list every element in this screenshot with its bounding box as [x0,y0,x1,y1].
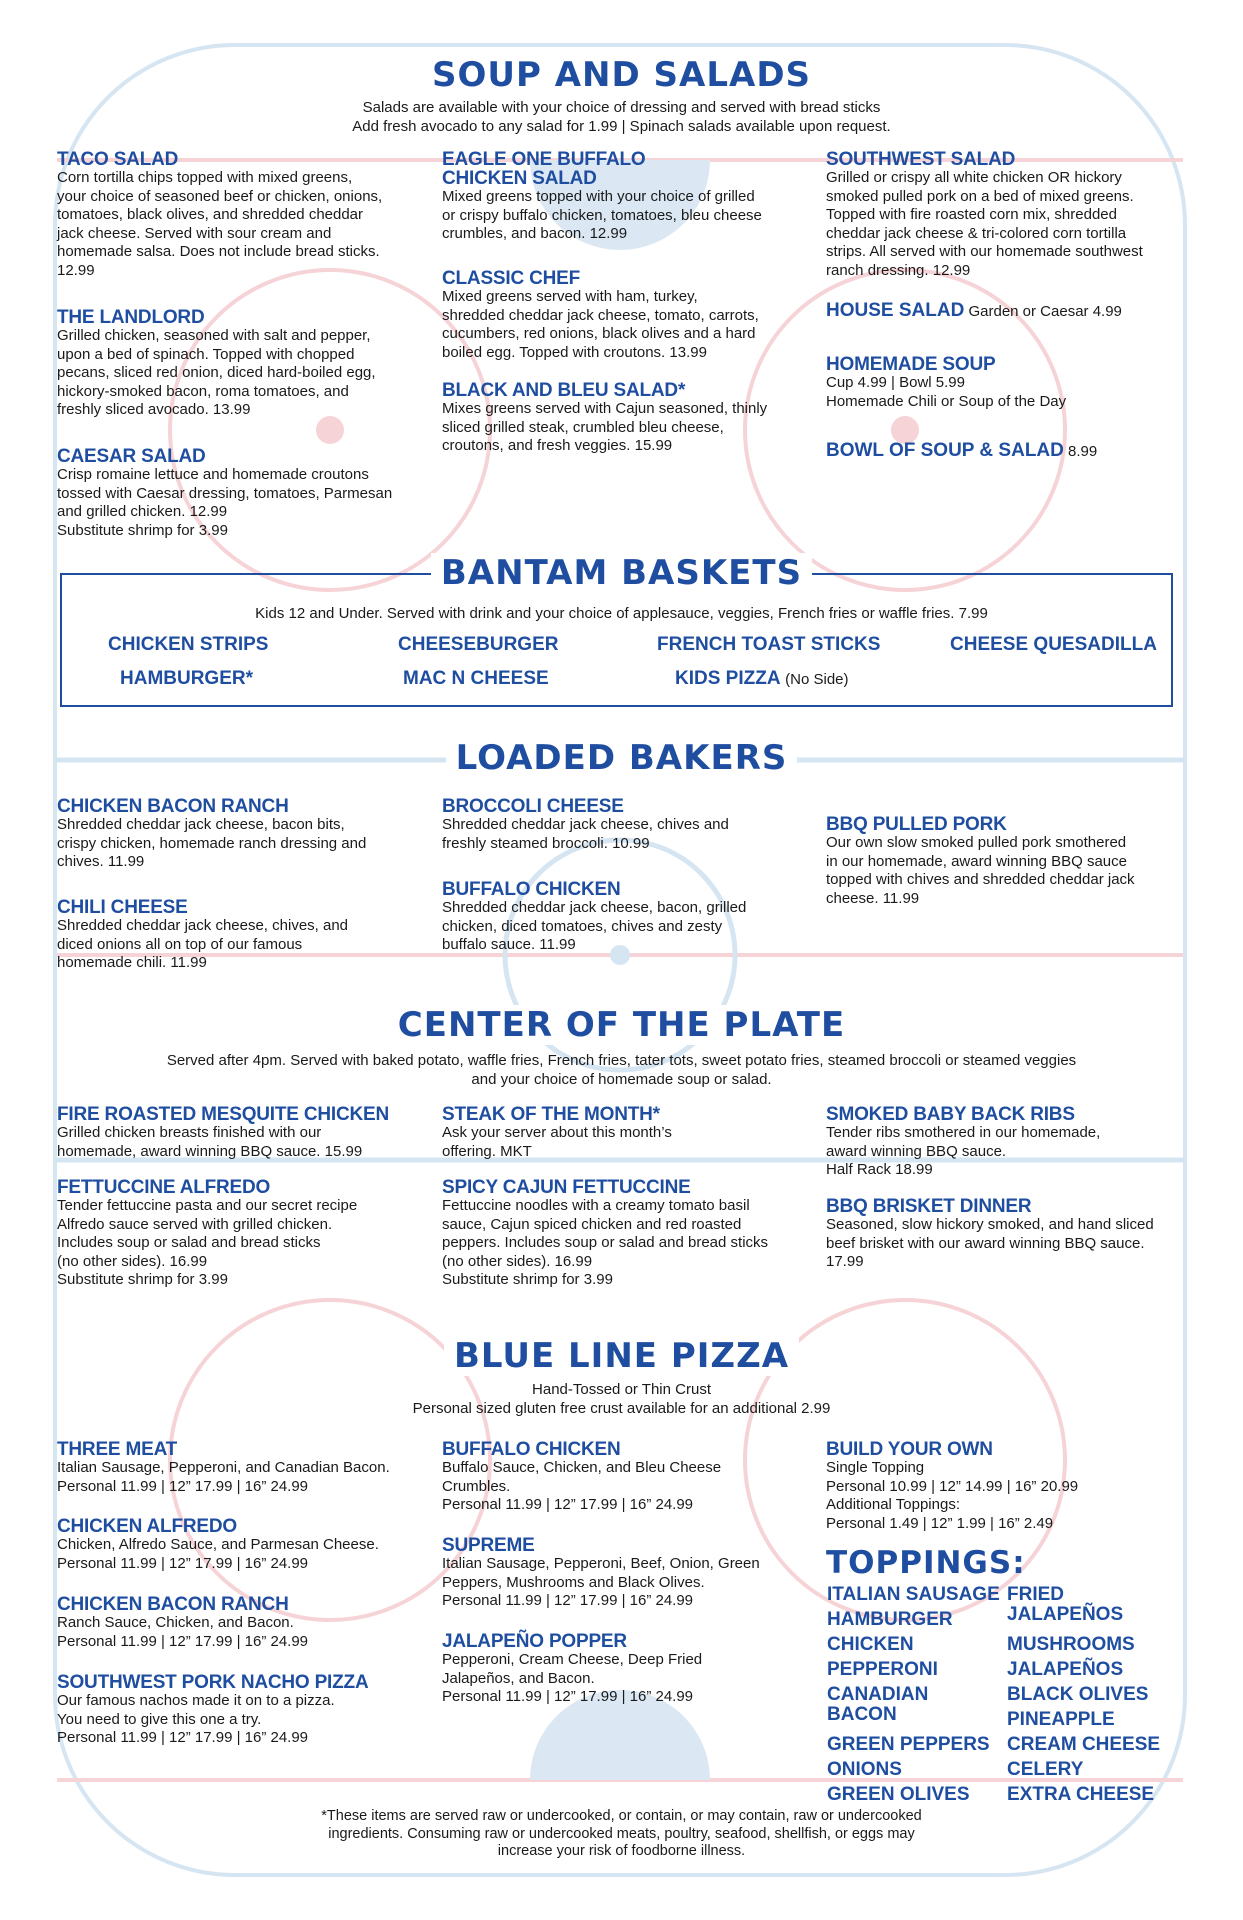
item-name: KIDS PIZZA [675,668,780,689]
item-desc: Chicken, Alfredo Sauce, and Parmesan Cheese. Personal 11.99 | 12” 17.99 | 16” 24.99 [57,1536,379,1572]
item-desc: Our own slow smoked pulled pork smothered in our homemade, award winning BBQ sauce topped with chives and shredded cheddar jack cheese. 11.99 [826,834,1135,907]
col1-topping-item: PEPPERONI [827,1659,938,1680]
item-note: (No Side) [785,671,849,688]
menu-item-broccoli-cheese-baker [442,797,802,853]
item-name: CHICKEN ALFREDO [57,1516,237,1537]
item-name: CHICKEN BACON RANCH [57,1594,289,1615]
col2-topping-item: FRIED JALAPEÑOS [1007,1584,1124,1625]
item-desc: Grilled chicken, seasoned with salt and pepper, upon a bed of spinach. Topped with chopped pecans, sliced red onion, diced hard-boiled egg, hickory-smoked bacon, roma tomatoes, and freshly sliced avocado. 13.99 [57,327,376,418]
item-name: CLASSIC CHEF [442,268,580,289]
menu-item-chicken-alfredo-pizza [57,1517,427,1573]
menu-item-jalapeno-popper-pizza [442,1632,812,1707]
menu-item-house-salad [826,302,1186,322]
item-desc: Our famous nachos made it on to a pizza. You need to give this one a try. Personal 11.99 | 12” 17.99 | 16” 24.99 [57,1692,335,1746]
item-desc: Mixed greens served with ham, turkey, shredded cheddar jack cheese, tomato, carrots, cucumbers, red onions, black olives and a hard boiled egg. Topped with croutons. 13.99 [442,288,759,361]
menu-item-supreme-pizza [442,1536,812,1611]
kids-item-french-toast-sticks: FRENCH TOAST STICKS [657,634,881,655]
item-desc: Garden or Caesar 4.99 [968,303,1122,320]
item-desc: Ask your server about this month’s offering. MKT [442,1124,672,1160]
item-desc: Pepperoni, Cream Cheese, Deep Fried Jalapeños, and Bacon. Personal 11.99 | 12” 17.99 | 16” 24.99 [442,1651,703,1705]
center-intro [0,1051,1243,1089]
col1-topping-item: HAMBURGER [827,1609,953,1630]
col1-topping-item: CANADIAN BACON [827,1684,929,1725]
kids-item-kids-pizza [675,668,849,690]
item-name: THREE MEAT [57,1439,178,1460]
soup-intro [0,98,1243,136]
col1-topping-item: GREEN PEPPERS [827,1734,990,1755]
soup-intro-line2: Add fresh avocado to any salad for 1.99 | Spinach salads available upon request. [352,118,891,135]
item-name: CHICKEN BACON RANCH [57,796,289,817]
item-name: STEAK OF THE MONTH* [442,1104,660,1125]
pizza-intro-line1: Hand-Tossed or Thin Crust [532,1381,711,1398]
kids-item-cheeseburger: CHEESEBURGER [398,634,559,655]
menu-item-classic-chef [442,269,802,362]
menu-item-southwest-pork-nacho-pizza [57,1673,427,1748]
kids-item-cheese-quesadilla: CHEESE QUESADILLA [950,634,1157,655]
item-name: SUPREME [442,1535,535,1556]
col2-topping-item: PINEAPPLE [1007,1709,1115,1730]
item-name: BROCCOLI CHEESE [442,796,624,817]
menu-item-caesar-salad [57,447,417,540]
pizza-intro [0,1380,1243,1418]
menu-item-southwest-salad [826,150,1186,280]
item-desc: Buffalo Sauce, Chicken, and Bleu Cheese Crumbles. Personal 11.99 | 12” 17.99 | 16” 24.99 [442,1459,722,1513]
menu-item-buffalo-chicken-pizza [442,1440,812,1515]
item-desc: Seasoned, slow hickory smoked, and hand sliced beef brisket with our award winning BBQ sauce. 17.99 [826,1216,1154,1270]
menu-item-steak-of-the-month [442,1105,812,1161]
item-name-line1: EAGLE ONE BUFFALO [442,149,646,170]
menu-item-spicy-cajun-fettuccine [442,1178,812,1290]
item-desc: Grilled chicken breasts finished with our homemade, award winning BBQ sauce. 15.99 [57,1124,363,1160]
menu-item-chicken-bacon-ranch-pizza [57,1595,427,1651]
section-title-bantam-baskets: BANTAM BASKETS [0,553,1243,593]
col1-topping-item: ONIONS [827,1759,902,1780]
item-desc: Shredded cheddar jack cheese, chives and freshly steamed broccoli. 10.99 [442,816,729,852]
item-name: SPICY CAJUN FETTUCCINE [442,1177,691,1198]
raw-food-disclaimer: *These items are served raw or undercooked, or contain, or may contain, raw or undercooked ingredients. Consuming raw or undercooked meats, poultry, seafood, shellfish, or eggs may increase your risk of foodborne illness. [321,1808,922,1859]
item-desc: Corn tortilla chips topped with mixed greens, your choice of seasoned beef or chicken, onions, tomatoes, black olives, and shredded cheddar jack cheese. Served with sour cream and homemade salsa. Does not include bread sticks. 12.99 [57,169,383,279]
section-title-loaded-bakers: LOADED BAKERS [0,738,1243,778]
item-name: BLACK AND BLEU SALAD* [442,380,686,401]
col1-topping-item: GREEN OLIVES [827,1784,970,1805]
menu-item-fire-roasted-mesquite-chicken [57,1105,427,1161]
kids-item-hamburger: HAMBURGER* [120,668,253,689]
item-name: SOUTHWEST PORK NACHO PIZZA [57,1672,369,1693]
section-title-blue-line-pizza: BLUE LINE PIZZA [0,1336,1243,1376]
item-name: HOMEMADE SOUP [826,354,996,375]
item-name: THE LANDLORD [57,307,205,328]
col1-topping-item: ITALIAN SAUSAGE [827,1584,1000,1605]
item-name: SOUTHWEST SALAD [826,149,1016,170]
kids-item-mac-n-cheese: MAC N CHEESE [403,668,549,689]
item-desc: Italian Sausage, Pepperoni, Beef, Onion, Green Peppers, Mushrooms and Black Olives. Personal 11.99 | 12” 17.99 | 16” 24.99 [442,1555,760,1609]
item-name: SMOKED BABY BACK RIBS [826,1104,1075,1125]
item-name: BUFFALO CHICKEN [442,1439,621,1460]
item-name: BBQ BRISKET DINNER [826,1196,1032,1217]
center-intro-line2: and your choice of homemade soup or salad. [471,1071,772,1088]
menu-item-buffalo-chicken-baker [442,880,802,955]
item-name: FIRE ROASTED MESQUITE CHICKEN [57,1104,389,1125]
item-desc: Single Topping Personal 10.99 | 12” 14.99 | 16” 20.99 Additional Toppings: Personal 1.49 | 12” 1.99 | 16” 2.49 [826,1459,1079,1532]
col2-topping-item: BLACK OLIVES [1007,1684,1149,1705]
kids-item-chicken-strips: CHICKEN STRIPS [108,634,269,655]
item-desc: Mixes greens served with Cajun seasoned, thinly sliced grilled steak, crumbled bleu cheese, croutons, and fresh veggies. 15.99 [442,400,768,454]
toppings-heading: TOPPINGS: [826,1545,1026,1581]
item-desc: Cup 4.99 | Bowl 5.99 Homemade Chili or Soup of the Day [826,374,1067,410]
item-desc: Crisp romaine lettuce and homemade croutons tossed with Caesar dressing, tomatoes, Parmesan and grilled chicken. 12.99 Substitute shrimp for 3.99 [57,466,393,539]
col2-topping-item: MUSHROOMS [1007,1634,1135,1655]
item-name: BUFFALO CHICKEN [442,879,621,900]
item-name: FETTUCCINE ALFREDO [57,1177,271,1198]
item-name: HOUSE SALAD [826,300,965,321]
item-name: BBQ PULLED PORK [826,814,1007,835]
menu-item-eagle-one-buffalo-chicken-salad [442,150,802,244]
menu-item-bowl-soup-salad [826,442,1186,462]
menu-item-smoked-baby-back-ribs [826,1105,1196,1180]
item-desc: Tender fettuccine pasta and our secret recipe Alfredo sauce served with grilled chicken. Includes soup or salad and bread sticks (no other sides). 16.99 Substitute shrimp for 3.99 [57,1197,358,1288]
menu-item-bbq-brisket-dinner [826,1197,1196,1272]
menu-item-chili-cheese-baker [57,898,417,973]
item-name: CAESAR SALAD [57,446,206,467]
item-desc: Tender ribs smothered in our homemade, award winning BBQ sauce. Half Rack 18.99 [826,1124,1101,1178]
item-price: 8.99 [1068,443,1098,460]
item-desc: Ranch Sauce, Chicken, and Bacon. Personal 11.99 | 12” 17.99 | 16” 24.99 [57,1614,309,1650]
item-name: TACO SALAD [57,149,179,170]
item-desc: Fettuccine noodles with a creamy tomato basil sauce, Cajun spiced chicken and red roasted peppers. Includes soup or salad and bread sticks (no other sides). 16.99 Substitute shrimp for 3.99 [442,1197,769,1288]
menu-item-homemade-soup [826,355,1186,411]
soup-intro-line1: Salads are available with your choice of dressing and served with bread sticks [362,99,881,116]
menu-item-black-and-bleu-salad [442,381,802,456]
item-desc: Mixed greens topped with your choice of grilled or crispy buffalo chicken, tomatoes, bleu cheese crumbles, and bacon. 12.99 [442,188,762,242]
bantam-intro: Kids 12 and Under. Served with drink and your choice of applesauce, veggies, French fries or waffle fries. 7.99 [255,605,988,622]
col2-topping-item: CREAM CHEESE [1007,1734,1161,1755]
menu-item-taco-salad [57,150,417,280]
pizza-intro-line2: Personal sized gluten free crust available for an additional 2.99 [412,1400,831,1417]
menu-item-fettuccine-alfredo [57,1178,427,1290]
item-desc: Grilled or crispy all white chicken OR hickory smoked pulled pork on a bed of mixed greens. Topped with fire roasted corn mix, shredded cheddar jack cheese & tri-colored corn tortilla strips. All served with our homemade southwest ranch dressing. 12.99 [826,169,1143,279]
col2-topping-item: CELERY [1007,1759,1084,1780]
item-desc: Shredded cheddar jack cheese, chives, and diced onions all on top of our famous homemade chili. 11.99 [57,917,349,971]
item-name: BOWL OF SOUP & SALAD [826,440,1064,461]
item-name-line2: CHICKEN SALAD [442,168,597,189]
item-desc: Shredded cheddar jack cheese, bacon, grilled chicken, diced tomatoes, chives and zesty buffalo sauce. 11.99 [442,899,747,953]
menu-item-the-landlord [57,308,417,420]
col2-topping-item: EXTRA CHEESE [1007,1784,1155,1805]
col2-topping-item: JALAPEÑOS [1007,1659,1124,1680]
item-name: JALAPEÑO POPPER [442,1631,627,1652]
col1-topping-item: CHICKEN [827,1634,914,1655]
menu-item-chicken-bacon-ranch-baker [57,797,417,872]
center-intro-line1: Served after 4pm. Served with baked potato, waffle fries, French fries, tater tots, sweet potato fries, steamed broccoli or steamed veggies [166,1052,1077,1069]
menu-item-build-your-own-pizza [826,1440,1196,1533]
menu-item-bbq-pulled-pork-baker [826,815,1186,908]
section-title-center-of-the-plate: CENTER OF THE PLATE [0,1005,1243,1045]
item-desc: Shredded cheddar jack cheese, bacon bits, crispy chicken, homemade ranch dressing and chives. 11.99 [57,816,367,870]
section-title-soup-salads: SOUP AND SALADS [0,55,1243,95]
item-name: BUILD YOUR OWN [826,1439,993,1460]
menu-item-three-meat-pizza [57,1440,427,1496]
item-name: CHILI CHEESE [57,897,188,918]
item-desc: Italian Sausage, Pepperoni, and Canadian Bacon. Personal 11.99 | 12” 17.99 | 16” 24.99 [57,1459,390,1495]
